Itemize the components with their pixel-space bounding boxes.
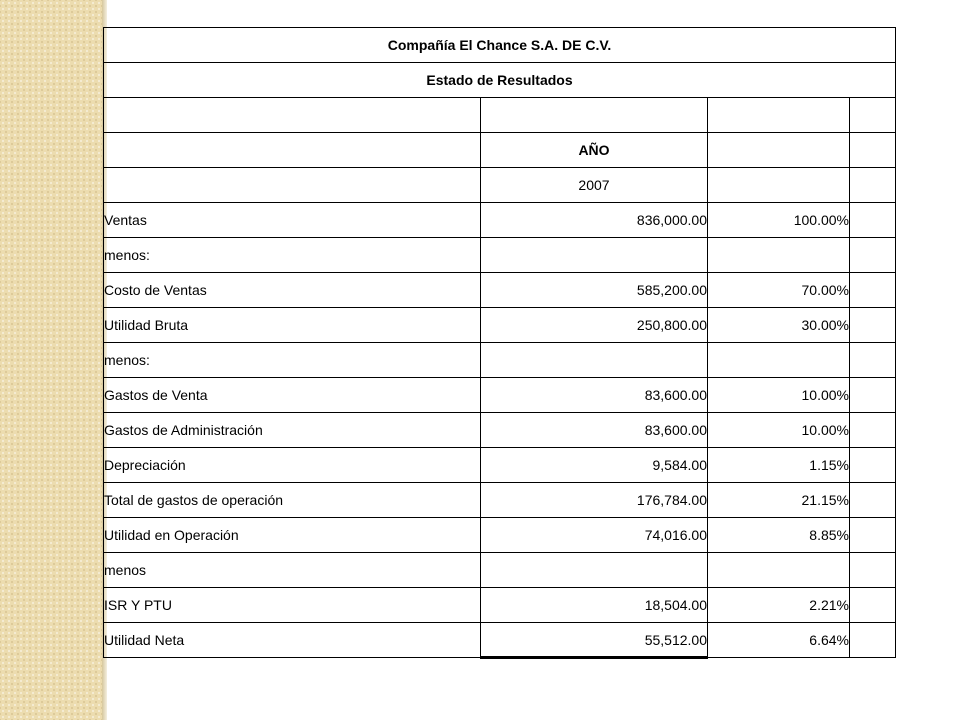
row-amount: 9,584.00	[481, 448, 708, 483]
company-row	[104, 28, 896, 63]
table-row	[104, 448, 896, 483]
empty-cell	[708, 168, 850, 203]
row-percent	[708, 238, 850, 273]
row-percent: 21.15%	[708, 483, 850, 518]
empty-cell	[850, 308, 896, 343]
empty-cell	[104, 168, 481, 203]
row-label: Depreciación	[104, 448, 481, 483]
row-amount: 74,016.00	[481, 518, 708, 553]
row-label: menos:	[104, 343, 481, 378]
row-percent: 100.00%	[708, 203, 850, 238]
row-label: menos:	[104, 238, 481, 273]
empty-cell	[850, 238, 896, 273]
table-row	[104, 378, 896, 413]
row-percent	[708, 553, 850, 588]
row-label: Utilidad en Operación	[104, 518, 481, 553]
decorative-side-strip	[0, 0, 102, 720]
row-label: Ventas	[104, 203, 481, 238]
year-value: 2007	[481, 168, 708, 203]
empty-cell	[850, 448, 896, 483]
row-percent: 8.85%	[708, 518, 850, 553]
table-row	[104, 588, 896, 623]
empty-cell	[850, 133, 896, 168]
empty-cell	[708, 133, 850, 168]
row-amount: 83,600.00	[481, 413, 708, 448]
year-row	[104, 168, 896, 203]
blank-row	[104, 98, 896, 133]
empty-cell	[850, 518, 896, 553]
row-percent: 2.21%	[708, 588, 850, 623]
table-row	[104, 483, 896, 518]
row-percent: 1.15%	[708, 448, 850, 483]
empty-cell	[850, 98, 896, 133]
table-row	[104, 203, 896, 238]
row-label: menos	[104, 553, 481, 588]
empty-cell	[708, 98, 850, 133]
empty-cell	[850, 378, 896, 413]
row-percent: 10.00%	[708, 378, 850, 413]
table-row	[104, 413, 896, 448]
table-row	[104, 308, 896, 343]
income-statement-table	[103, 27, 896, 659]
empty-cell	[850, 413, 896, 448]
row-percent: 10.00%	[708, 413, 850, 448]
row-label: Utilidad Neta	[104, 623, 481, 658]
table-row	[104, 238, 896, 273]
row-amount	[481, 553, 708, 588]
empty-cell	[850, 273, 896, 308]
statement-title: Estado de Resultados	[104, 63, 896, 98]
table-row	[104, 518, 896, 553]
empty-cell	[850, 553, 896, 588]
row-amount	[481, 238, 708, 273]
statement-title-row	[104, 63, 896, 98]
table-row	[104, 553, 896, 588]
empty-cell	[481, 98, 708, 133]
row-amount: 836,000.00	[481, 203, 708, 238]
year-header-row	[104, 133, 896, 168]
row-percent: 30.00%	[708, 308, 850, 343]
row-amount: 18,504.00	[481, 588, 708, 623]
empty-cell	[104, 133, 481, 168]
table-row	[104, 273, 896, 308]
row-label: ISR Y PTU	[104, 588, 481, 623]
row-amount: 176,784.00	[481, 483, 708, 518]
row-percent: 70.00%	[708, 273, 850, 308]
empty-cell	[850, 588, 896, 623]
row-amount: 250,800.00	[481, 308, 708, 343]
empty-cell	[104, 98, 481, 133]
row-percent: 6.64%	[708, 623, 850, 658]
year-header: AÑO	[481, 133, 708, 168]
empty-cell	[850, 623, 896, 658]
empty-cell	[850, 343, 896, 378]
row-label: Gastos de Administración	[104, 413, 481, 448]
statement-rows	[104, 203, 896, 658]
empty-cell	[850, 483, 896, 518]
empty-cell	[850, 168, 896, 203]
row-label: Total de gastos de operación	[104, 483, 481, 518]
row-label: Gastos de Venta	[104, 378, 481, 413]
empty-cell	[850, 203, 896, 238]
row-label: Costo de Ventas	[104, 273, 481, 308]
table-row	[104, 343, 896, 378]
row-amount	[481, 343, 708, 378]
row-amount: 585,200.00	[481, 273, 708, 308]
table-row	[104, 623, 896, 658]
row-percent	[708, 343, 850, 378]
row-amount: 55,512.00	[481, 623, 708, 658]
company-name: Compañía El Chance S.A. DE C.V.	[104, 28, 896, 63]
row-amount: 83,600.00	[481, 378, 708, 413]
row-label: Utilidad Bruta	[104, 308, 481, 343]
